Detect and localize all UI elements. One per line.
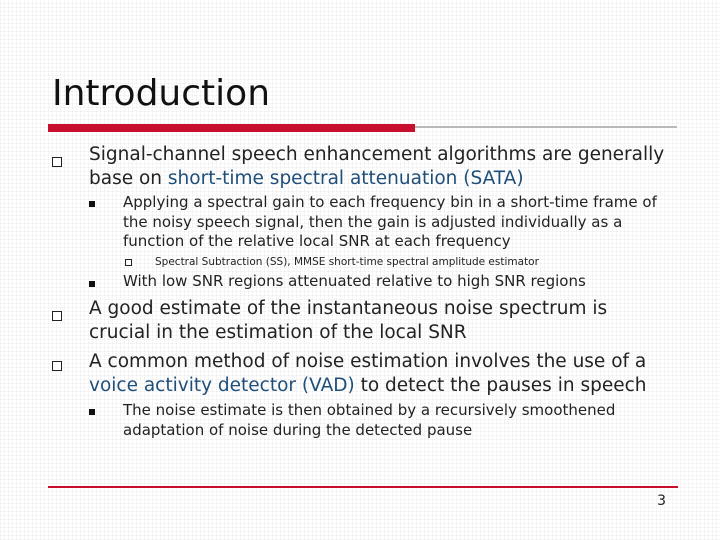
footer-rule <box>48 486 678 488</box>
sub-bullet-1-1-line-2: the noisy speech signal, then the gain is adjusted individually as a <box>123 212 623 231</box>
slide-title: Introduction <box>52 73 271 114</box>
bullet-3-line-1: A common method of noise estimation involves the use of a <box>89 351 647 372</box>
bullet-3-text: to detect the pauses in speech <box>354 375 647 396</box>
sub-bullet-3-1-line-1: The noise estimate is then obtained by a recursively smoothened <box>123 401 616 419</box>
sub-bullet-3-1-line-2: adaptation of noise during the detected pause <box>123 420 473 439</box>
sub-bullet-1-1-line-1: Applying a spectral gain to each frequency bin in a short-time frame of <box>123 193 657 211</box>
bullet-1-text: base on <box>89 168 168 189</box>
hollow-square-bullet-icon <box>125 259 132 266</box>
hollow-square-bullet-icon <box>52 361 62 371</box>
title-underline-rule <box>415 126 677 128</box>
sata-term: short-time spectral attenuation (SATA) <box>167 168 524 189</box>
sub-bullet-1-1-line-3: function of the relative local SNR at each frequency <box>123 232 511 250</box>
sub-bullet-1-2: With low SNR regions attenuated relative to high SNR regions <box>123 272 586 290</box>
bullet-2-line-1: A good estimate of the instantaneous noise spectrum is <box>89 298 608 319</box>
filled-square-bullet-icon <box>89 281 95 287</box>
title-underline-accent <box>48 124 415 132</box>
sub-sub-bullet-1-1-1: Spectral Subtraction (SS), MMSE short-time spectral amplitude estimator <box>155 256 539 268</box>
bullet-1-line-2 <box>89 167 524 191</box>
vad-term: voice activity detector (VAD) <box>89 375 355 396</box>
hollow-square-bullet-icon <box>52 157 62 167</box>
bullet-3-line-2 <box>89 374 647 398</box>
bullet-1-line-1: Signal-channel speech enhancement algorithms are generally <box>89 144 665 165</box>
hollow-square-bullet-icon <box>52 311 62 321</box>
filled-square-bullet-icon <box>89 409 95 415</box>
filled-square-bullet-icon <box>89 201 95 207</box>
bullet-2-line-2: crucial in the estimation of the local SNR <box>89 322 467 343</box>
page-number: 3 <box>657 493 666 509</box>
